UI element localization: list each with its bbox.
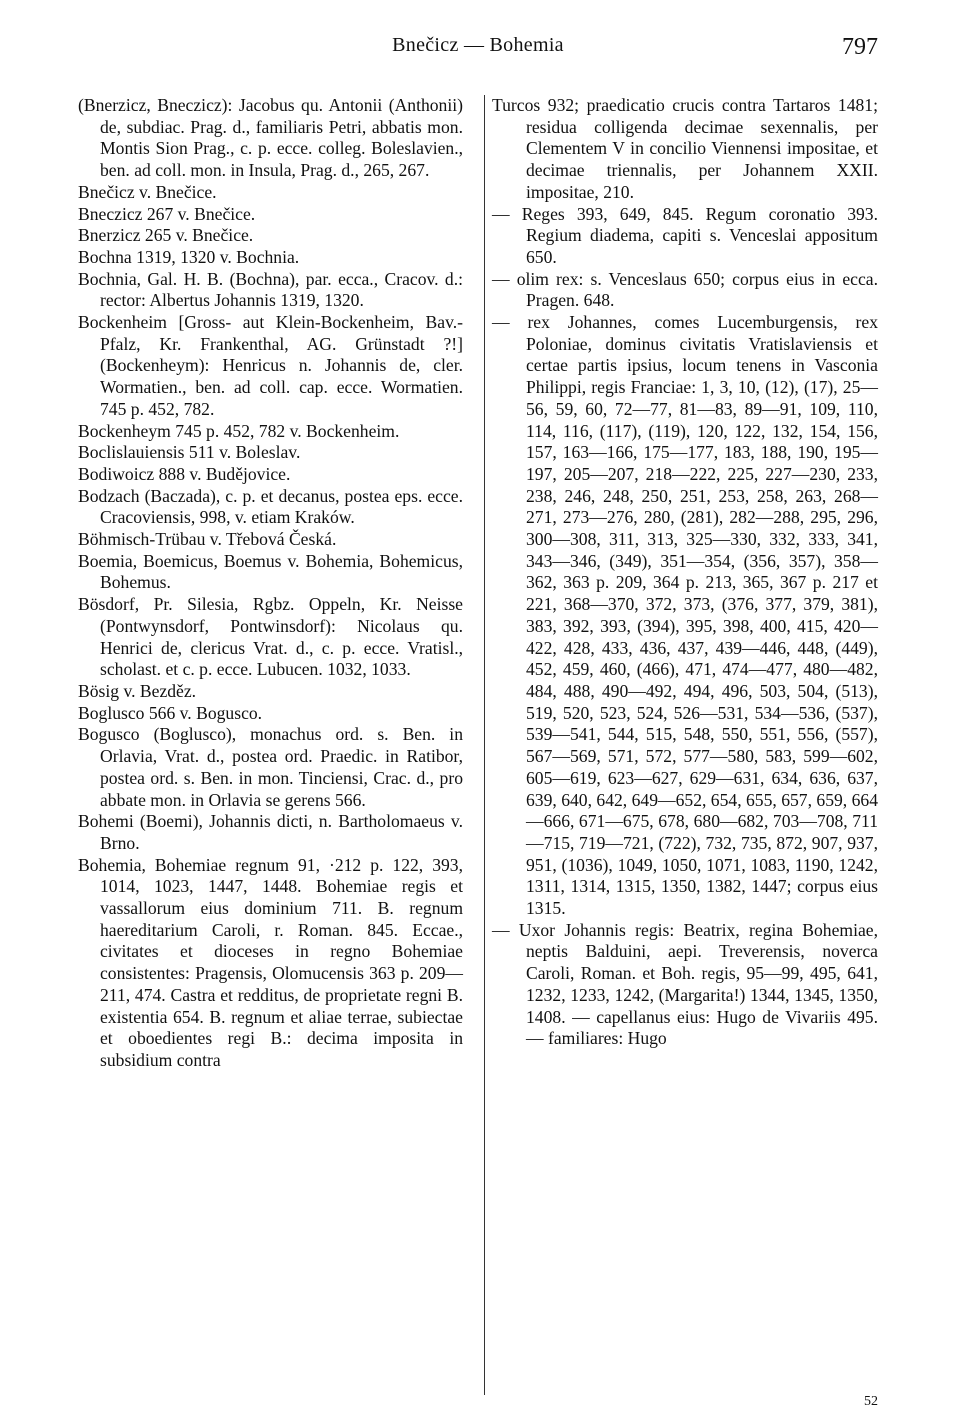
index-entry: Bohemi (Boemi), Johannis dicti, n. Bartholomaeus v. Brno. (78, 811, 463, 853)
index-entry: Bneczicz 267 v. Bnečice. (78, 203, 256, 224)
index-entry: Boclislauiensis 511 v. Boleslav. (78, 442, 301, 463)
index-entry: Bnečicz v. Bnečice. (78, 181, 217, 202)
index-entry: — Reges 393, 649, 845. Regum coronatio 393. Regium diadema, capiti s. Venceslai appositum 650. (492, 203, 878, 267)
page-header (78, 28, 878, 68)
index-entry: Boemia, Boemicus, Boemus v. Bohemia, Bohemicus, Bohemus. (78, 550, 463, 593)
index-entry: Boglusco 566 v. Bogusco. (78, 702, 263, 723)
index-entry: Bogusco (Boglusco), monachus ord. s. Ben. in Orlavia, Vrat. d., postea ord. Praedic. in Ratibor, postea ord. s. Ben. in mon. Tinciensi, Crac. d., pro abbate mon. in Orlavia se gerens 566. (78, 724, 463, 810)
left-column (78, 95, 463, 1072)
index-entry: Turcos 932; praedicatio crucis contra Tartaros 1481; residua colligenda decimae sexennalis, per Clementem V in concilio Viennensi impositae, et decimae triennalis, per Johannem XXII. impositae, 210. (492, 95, 878, 202)
right-column (492, 95, 878, 1050)
index-entry: Bnerzicz 265 v. Bnečice. (78, 225, 254, 246)
index-entry: Bockenheym 745 p. 452, 782 v. Bockenheim. (78, 420, 400, 441)
index-entry: Bodiwoicz 888 v. Budějovice. (78, 463, 291, 484)
index-entry: Bösig v. Bezděz. (78, 680, 197, 701)
index-entry: Böhmisch-Trübau v. Třebová Česká. (78, 529, 337, 550)
running-title: Bnečicz — Bohemia (392, 34, 564, 56)
index-entry: Bösdorf, Pr. Silesia, Rgbz. Oppeln, Kr. Neisse (Pontwynsdorf, Pontwinsdorf): Nicolaus qu. Henrici de, clericus Vrat. d., c. p. ecce. Vratisl., scholast. et c. p. ecce. Lubucen. 1032, 1033. (78, 594, 463, 680)
index-entry: Bochna 1319, 1320 v. Bochnia. (78, 246, 300, 267)
index-entry: Bockenheim [Gross- aut Klein-Bockenheim, Bav.-Pfalz, Kr. Frankenthal, AG. Grünstadt ?!] (Bockenheym): Henricus n. Johannis de, cler. Wormatien., ben. ad coll. cap. ecce. Wormatien. 745 p. 452, 782. (78, 312, 463, 419)
index-entry: — Uxor Johannis regis: Beatrix, regina Bohemiae, neptis Balduini, aepi. Treverensis, noverca Caroli, Roman. et Boh. regis, 95—99, 495, 641, 1232, 1233, 1242, (Margarita!) 1344, 1345, 1350, 1408. — capellanus eius: Hugo de Vivariis 495. — familiares: Hugo (492, 919, 878, 1049)
page-number: 797 (842, 34, 878, 60)
index-entry: — olim rex: s. Venceslaus 650; corpus eius in ecca. Pragen. 648. (492, 268, 878, 311)
index-entry: Bohemia, Bohemiae regnum 91, ·212 p. 122, 393, 1014, 1023, 1447, 1448. Bohemiae regis et vassallorum eius dominium 711. B. regnum haereditarium Caroli, r. Roman. 845. Eccae., civitates et dioceses in regno Bohemiae consistentes: Pragensis, Olomucensis 363 p. 209—211, 474. Castra et redditus, de proprietate regni B. existentia 654. B. regnum et aliae terrae, subiectae et oboedientes regi B.: decima imposita in subsidium contra (78, 854, 463, 1070)
column-divider (484, 95, 485, 1395)
index-entry: (Bnerzicz, Bneczicz): Jacobus qu. Antonii (Anthonii) de, subdiac. Prag. d., familiaris Petri, abbatis mon. Montis Sion Prag., c. p. ecce. colleg. Boleslavien., ben. ad coll. mon. in Insula, Prag. d., 265, 267. (78, 95, 463, 181)
index-entry: Bochnia, Gal. H. B. (Bochna), par. ecca., Cracov. d.: rector: Albertus Johannis 1319, 1320. (78, 268, 463, 311)
printer-signature: 52 (864, 1394, 878, 1409)
index-entry: Bodzach (Baczada), c. p. et decanus, postea eps. ecce. Cracoviensis, 998, v. etiam Kraków. (78, 485, 463, 528)
index-entry: — rex Johannes, comes Lucemburgensis, rex Poloniae, dominus civitatis Vratislaviensis et certae partis ipsius, locum tenens in Vasconia Philippi, regis Franciae: 1, 3, 10, (12), (17), 25—56, 59, 60, 72—77, 81—83, 89—91, 109, 110, 114, 116, (117), (119), 120, 122, 132, 154, 156, 157, 163—166, 175—177, 183, 188, 190, 195—197, 205—207, 218—222, 225, 227—230, 233, 238, 246, 248, 250, 251, 253, 258, 263, 268—271, 273—276, 280, (281), 282—288, 295, 296, 300—308, 311, 313, 325—330, 332, 333, 341, 343—346, (349), 351—354, (356, 357), 358—362, 363 p. 209, 364 p. 213, 365, 367 p. 217 et 221, 368—370, 372, 373, (376, 377, 379, 381), 383, 392, 393, (394), 395, 398, 400, 415, 420—422, 428, 433, 436, 437, 439—446, 448, (449), 452, 459, 460, (466), 471, 474—477, 480—482, 484, 488, 490—492, 494, 496, 503, 504, (513), 519, 520, 523, 524, 526—531, 534—536, (537), 539—541, 544, 515, 548, 550, 551, 556, (557), 567—569, 571, 572, 577—580, 583, 599—602, 605—619, 623—627, 629—631, 634, 636, 637, 639, 640, 642, 649—652, 654, 655, 657, 659, 664—666, 671—675, 678, 680—682, 703—708, 711—715, 719—721, (722), 732, 735, 872, 907, 937, 951, (1036), 1049, 1050, 1071, 1083, 1190, 1242, 1311, 1314, 1315, 1350, 1382, 1447; corpus eius 1315. (492, 312, 878, 919)
